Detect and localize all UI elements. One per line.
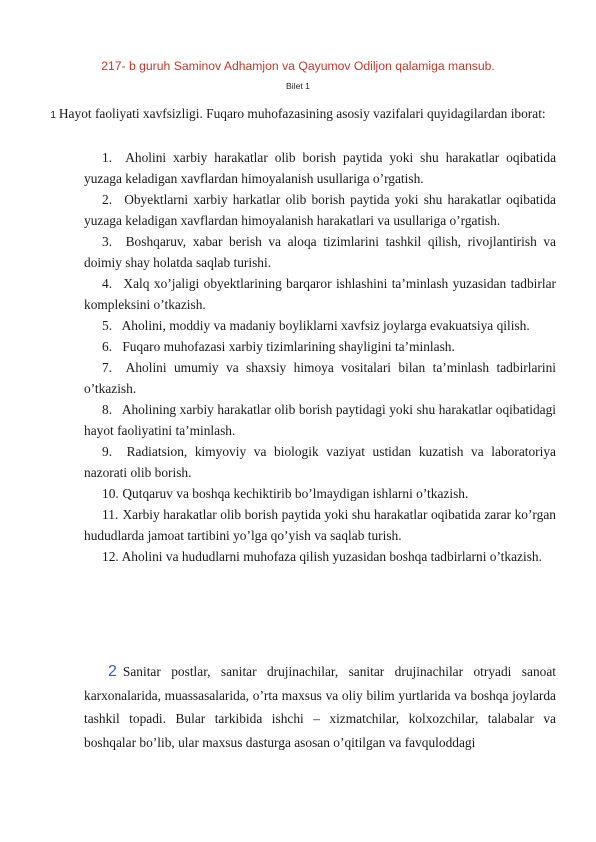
list-item <box>84 399 556 441</box>
list-item-number: 1. <box>102 150 113 165</box>
list-item <box>84 483 556 504</box>
list-item-text: Xarbiy harakatlar olib borish paytida yoki shu harakatlar oqibatida zarar ko’rgan hududlarda jamoat tartibini yo’lga qo’yish va saqlab turish. <box>84 507 556 543</box>
question-1-title-text: Hayot faoliyati xavfsizligi. Fuqaro muhofazasining asosiy vazifalari quyidagilardan iborat: <box>58 106 546 121</box>
list-item-number: 12. <box>102 549 119 564</box>
list-item <box>84 546 556 567</box>
list-item-number: 4. <box>102 276 113 291</box>
list-item-number: 9. <box>102 444 113 459</box>
question-2-paragraph <box>84 660 556 754</box>
list-item-text: Aholini umumiy va shaxsiy himoya vositalari bilan ta’minlash tadbirlarini o’tkazish. <box>84 360 557 396</box>
list-item <box>84 357 556 399</box>
list-item-number: 6. <box>102 339 113 354</box>
list-item <box>84 441 556 483</box>
list-item <box>84 273 556 315</box>
list-item <box>84 315 556 336</box>
list-item-number: 10. <box>102 486 119 501</box>
question-1-title <box>0 103 596 126</box>
list-item-number: 3. <box>102 234 113 249</box>
list-item-text: Obyektlarni xarbiy harkatlar olib borish paytida yoki shu harakatlar oqibatida yuzaga keladigan xavflardan himoyalanish harakatlari va usullariga o’rgatish. <box>84 192 556 228</box>
list-item-text: Aholini va hududlarni muhofaza qilish yuzasidan boshqa tadbirlarni o’tkazish. <box>121 549 542 564</box>
ticket-label: Bilet 1 <box>286 81 310 91</box>
list-item-number: 5. <box>102 318 113 333</box>
list-item-text: Boshqaruv, xabar berish va aloqa tizimlarini tashkil qilish, rivojlantirish va doimiy shay holatda saqlab turishi. <box>84 234 556 270</box>
list-item-text: Fuqaro muhofazasi xarbiy tizimlarining shayligini ta’minlash. <box>122 339 455 354</box>
question-2-text: Sanitar postlar, sanitar drujinachilar, sanitar drujinachilar otryadi sanoat karxonalarida, muassasalarida, o’rta maxsus va oliy bilim yurtlarida va boshqa joylarda tashkil topadi. Bular tarkibida ishchi – xizmatchilar, kolxozchilar, talabalar va boshqalar bo’lib, ular maxsus dasturga asosan o’qitilgan va favquloddagi <box>84 664 556 750</box>
question-1-number: 1 <box>50 110 56 121</box>
list-item <box>84 147 556 189</box>
list-item-number: 7. <box>102 360 113 375</box>
list-item <box>84 504 556 546</box>
list-item-number: 8. <box>102 402 113 417</box>
list-item-text: Aholini xarbiy harakatlar olib borish paytida yoki shu harakatlar oqibatida yuzaga keladigan xavflardan himoyalanish usullariga o’rgatish. <box>84 150 557 186</box>
list-item <box>84 189 556 231</box>
list-item-text: Aholini, moddiy va madaniy boyliklarni xavfsiz joylarga evakuatsiya qilish. <box>121 318 530 333</box>
list-item <box>84 336 556 357</box>
list-item <box>84 231 556 273</box>
list-item-text: Radiatsion, kimyoviy va biologik vaziyat ustidan kuzatish va laboratoriya nazorati olib borish. <box>84 444 556 480</box>
list-item-number: 2. <box>102 192 113 207</box>
list-item-text: Qutqaruv va boshqa kechiktirib bo’lmaydigan ishlarni o’tkazish. <box>122 486 469 501</box>
question-2-number: 2 <box>108 663 117 680</box>
list-item-text: Aholining xarbiy harakatlar olib borish paytidagi yoki shu harakatlar oqibatidagi hayot faoliyatini ta’minlash. <box>84 402 557 438</box>
list-item-text: Xalq xo’jaligi obyektlarining barqaror ishlashini ta’minlash yuzasidan tadbirlar kompleksini o’tkazish. <box>84 276 556 312</box>
list-item-number: 11. <box>102 507 119 522</box>
page-header-title: 217- b guruh Saminov Adhamjon va Qayumov Odiljon qalamiga mansub. <box>101 59 495 73</box>
